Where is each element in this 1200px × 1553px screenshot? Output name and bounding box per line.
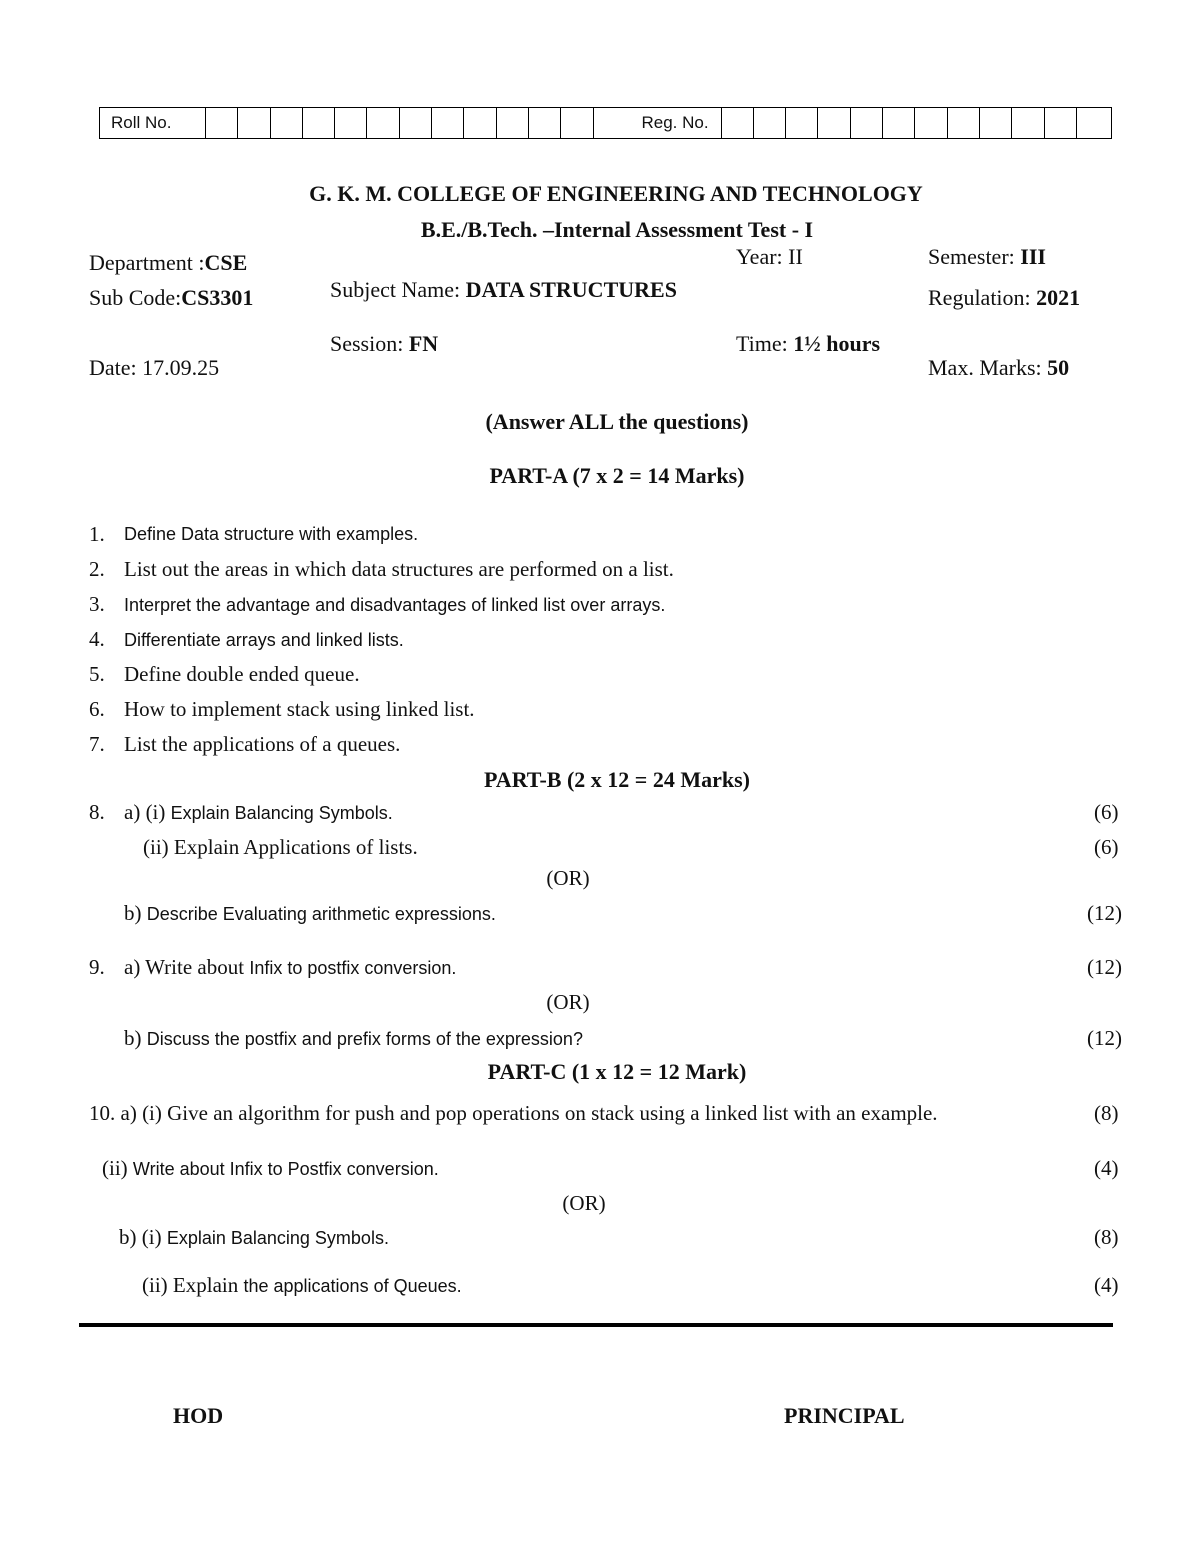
q9b-prefix: b) xyxy=(124,1026,147,1050)
question-number: 8. xyxy=(89,800,105,824)
semester-label: Semester: xyxy=(928,244,1021,269)
question-text: Interpret the advantage and disadvantages of linked list over arrays. xyxy=(124,595,666,615)
subject-value: DATA STRUCTURES xyxy=(465,277,677,302)
reg-no-cell[interactable] xyxy=(1012,108,1044,138)
marks: (6) xyxy=(1094,800,1119,824)
question-number: 4. xyxy=(89,627,105,651)
q8a-i-text: Explain Balancing Symbols. xyxy=(170,803,393,823)
q10b-ii-text: the applications of Queues. xyxy=(243,1276,462,1296)
q10a-ii-prefix: (ii) xyxy=(102,1156,133,1180)
sub-code-value: CS3301 xyxy=(181,285,254,310)
principal-signature: PRINCIPAL xyxy=(784,1403,905,1428)
reg-no-cell[interactable] xyxy=(786,108,818,138)
question-number: 5. xyxy=(89,662,105,686)
question-number: 1. xyxy=(89,522,105,546)
regulation-label: Regulation: xyxy=(928,285,1037,310)
or-separator: (OR) xyxy=(562,1191,606,1215)
part-c-title: PART-C (1 x 12 = 12 Mark) xyxy=(487,1059,747,1084)
roll-no-cell[interactable] xyxy=(367,108,399,138)
marks: (8) xyxy=(1094,1225,1119,1249)
q10a-ii-text: Write about Infix to Postfix conversion. xyxy=(132,1159,439,1179)
max-marks-label: Max. Marks: xyxy=(928,355,1048,380)
reg-no-cell[interactable] xyxy=(980,108,1012,138)
time-label: Time: xyxy=(736,331,794,356)
roll-no-label: Roll No. xyxy=(100,108,206,138)
reg-no-cell[interactable] xyxy=(1045,108,1077,138)
reg-no-cell[interactable] xyxy=(818,108,850,138)
q8a-prefix: a) (i) xyxy=(124,800,171,824)
marks: (12) xyxy=(1087,955,1122,979)
marks: (12) xyxy=(1087,1026,1122,1050)
reg-no-cell[interactable] xyxy=(851,108,883,138)
part-a-title: PART-A (7 x 2 = 14 Marks) xyxy=(489,463,745,488)
question-8b xyxy=(124,901,496,926)
roll-no-cell[interactable] xyxy=(464,108,496,138)
question-number: 9. xyxy=(89,955,105,979)
roll-no-cell[interactable] xyxy=(238,108,270,138)
year: Year: II xyxy=(736,244,803,269)
roll-no-cell[interactable] xyxy=(206,108,238,138)
q9b-text: Discuss the postfix and prefix forms of the expression? xyxy=(146,1029,583,1049)
roll-no-cell[interactable] xyxy=(529,108,561,138)
divider xyxy=(79,1323,1113,1327)
roll-reg-box xyxy=(99,107,1112,139)
q8b-prefix: b) xyxy=(124,901,147,925)
marks: (8) xyxy=(1094,1101,1119,1125)
max-marks xyxy=(928,355,1069,381)
regulation-value: 2021 xyxy=(1036,285,1081,310)
time xyxy=(736,331,880,357)
session-value: FN xyxy=(408,331,439,356)
subject-name xyxy=(330,277,677,303)
roll-no-cell[interactable] xyxy=(561,108,593,138)
hod-signature: HOD xyxy=(173,1403,224,1428)
reg-no-cell[interactable] xyxy=(915,108,947,138)
question-text: How to implement stack using linked list. xyxy=(124,697,475,721)
question-number: 3. xyxy=(89,592,105,616)
date: Date: 17.09.25 xyxy=(89,355,220,380)
marks: (4) xyxy=(1094,1156,1119,1180)
time-value: 1½ hours xyxy=(793,331,881,356)
subject-label: Subject Name: xyxy=(330,277,466,302)
roll-no-cell[interactable] xyxy=(400,108,432,138)
test-title: B.E./B.Tech. –Internal Assessment Test - I xyxy=(420,217,814,242)
session-label: Session: xyxy=(330,331,409,356)
question-number: 2. xyxy=(89,557,105,581)
q10b-i-text: Explain Balancing Symbols. xyxy=(166,1228,389,1248)
question-text: List out the areas in which data structures are performed on a list. xyxy=(124,557,674,581)
reg-no-cell[interactable] xyxy=(722,108,754,138)
reg-no-cell[interactable] xyxy=(1077,108,1109,138)
or-separator: (OR) xyxy=(546,866,590,890)
college-name: G. K. M. COLLEGE OF ENGINEERING AND TECHNOLOGY xyxy=(309,181,923,206)
marks: (4) xyxy=(1094,1273,1119,1297)
question-8a-ii: (ii) Explain Applications of lists. xyxy=(143,835,418,859)
department-label: Department : xyxy=(89,250,205,275)
question-number: 7. xyxy=(89,732,105,756)
sub-code-label: Sub Code: xyxy=(89,285,182,310)
roll-no-cell[interactable] xyxy=(432,108,464,138)
question-number: 6. xyxy=(89,697,105,721)
roll-no-cell[interactable] xyxy=(497,108,529,138)
session xyxy=(330,331,438,357)
reg-no-cell[interactable] xyxy=(754,108,786,138)
q8b-text: Describe Evaluating arithmetic expressions. xyxy=(146,904,496,924)
regulation xyxy=(928,285,1080,311)
marks: (12) xyxy=(1087,901,1122,925)
marks: (6) xyxy=(1094,835,1119,859)
or-separator: (OR) xyxy=(546,990,590,1014)
question-text: Differentiate arrays and linked lists. xyxy=(124,630,404,650)
q10b-i-prefix: b) (i) xyxy=(119,1225,167,1249)
reg-no-label: Reg. No. xyxy=(594,108,722,138)
roll-no-cell[interactable] xyxy=(303,108,335,138)
instruction: (Answer ALL the questions) xyxy=(485,409,749,434)
question-9b xyxy=(124,1026,583,1051)
max-marks-value: 50 xyxy=(1047,355,1070,380)
question-text: Define Data structure with examples. xyxy=(124,524,419,544)
roll-no-cell[interactable] xyxy=(335,108,367,138)
roll-no-cell[interactable] xyxy=(271,108,303,138)
semester-value: III xyxy=(1020,244,1046,269)
question-10b-i xyxy=(119,1225,389,1250)
question-10a-i: 10. a) (i) Give an algorithm for push and pop operations on stack using a linked list with an example. xyxy=(89,1101,938,1125)
department xyxy=(89,250,247,276)
question-10b-ii xyxy=(142,1273,462,1298)
reg-no-cell[interactable] xyxy=(948,108,980,138)
question-10a-ii xyxy=(102,1156,439,1181)
question-9a xyxy=(124,955,456,980)
reg-no-cell[interactable] xyxy=(883,108,915,138)
semester xyxy=(928,244,1046,270)
sub-code xyxy=(89,285,253,311)
q10b-ii-prefix: (ii) Explain xyxy=(142,1273,244,1297)
q9a-prefix: a) Write about xyxy=(124,955,250,979)
q9a-text: Infix to postfix conversion. xyxy=(249,958,457,978)
question-8a-i xyxy=(124,800,393,825)
question-text: Define double ended queue. xyxy=(124,662,360,686)
department-value: CSE xyxy=(204,250,248,275)
part-b-title: PART-B (2 x 12 = 24 Marks) xyxy=(484,767,750,792)
question-text: List the applications of a queues. xyxy=(124,732,401,756)
